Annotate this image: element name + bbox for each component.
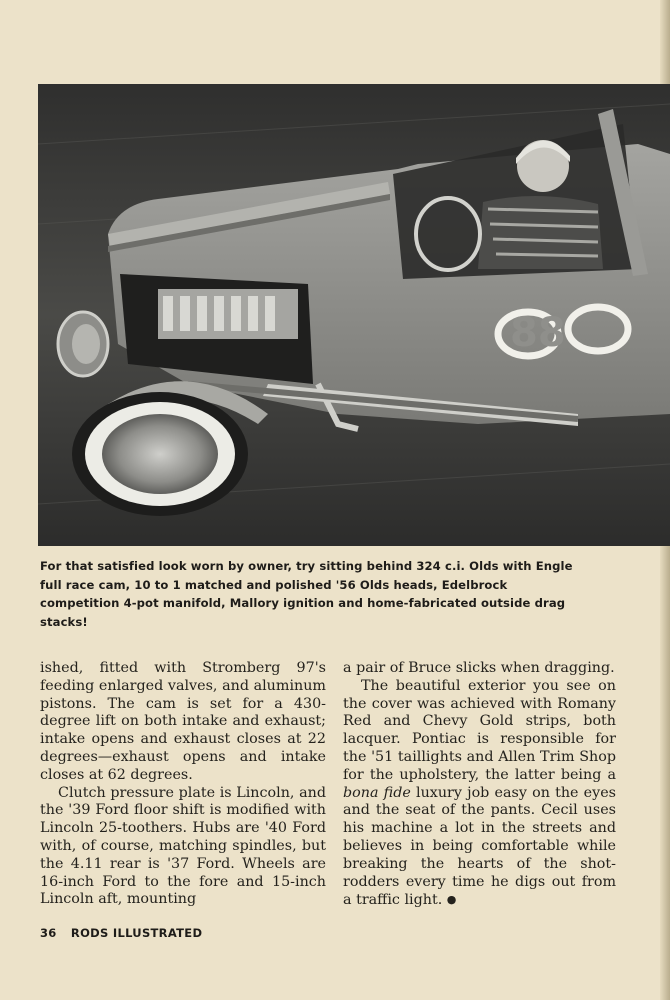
article-right-column (343, 660, 616, 910)
end-of-article-mark: ● (446, 893, 457, 907)
hot-rod-photo (38, 84, 670, 546)
car-number: 88 (510, 310, 566, 356)
page-footer (40, 926, 202, 940)
page-number: 36 (40, 926, 57, 940)
paragraph-slicks: a pair of Bruce slicks when dragging. (343, 660, 615, 676)
exterior-text-a: The beautiful exterior you see on the cover was achieved with Romany Red and Chevy Gold strips, both lacquer. Pontiac is responsible for the '51 taillights and Allen Trim Shop for the upholstery, the latter being a (343, 677, 616, 783)
photo-caption: For that satisfied look worn by owner, try sitting behind 324 c.i. Olds with Engle full race cam, 10 to 1 matched and polished '56 Olds heads, Edelbrock competition 4-pot manifold, Mallory ignition and home-fabricated outside drag stacks! (40, 559, 573, 629)
exterior-text-italic: bona fide (343, 784, 411, 801)
paragraph-continued: ished, fitted with Stromberg 97's feeding enlarged valves, and aluminum pistons. The cam is set for a 430-degree lift on both intake and exhaust; intake opens and exhaust closes at 22 degrees—exhaust opens and intake closes at 62 degrees. (40, 660, 326, 783)
exterior-text-b: luxury job easy on the eyes and the seat of the pants. Cecil uses his machine a lot in the streets and believes in being comfortable while breaking the hearts of the shot-rodders every time he digs out from a traffic light. (343, 784, 617, 909)
publication-name: RODS ILLUSTRATED (70, 926, 203, 940)
article-left-column (40, 660, 326, 909)
paragraph-exterior (343, 678, 616, 910)
paragraph-drivetrain: Clutch pressure plate is Lincoln, and the '39 Ford floor shift is modified with Lincoln 25-toothers. Hubs are '40 Ford with, of course, matching spindles, but the 4.11 rear is '37 Ford. Wheels are 16-inch Ford to the fore and 15-inch Lincoln aft, mounting (40, 784, 326, 908)
